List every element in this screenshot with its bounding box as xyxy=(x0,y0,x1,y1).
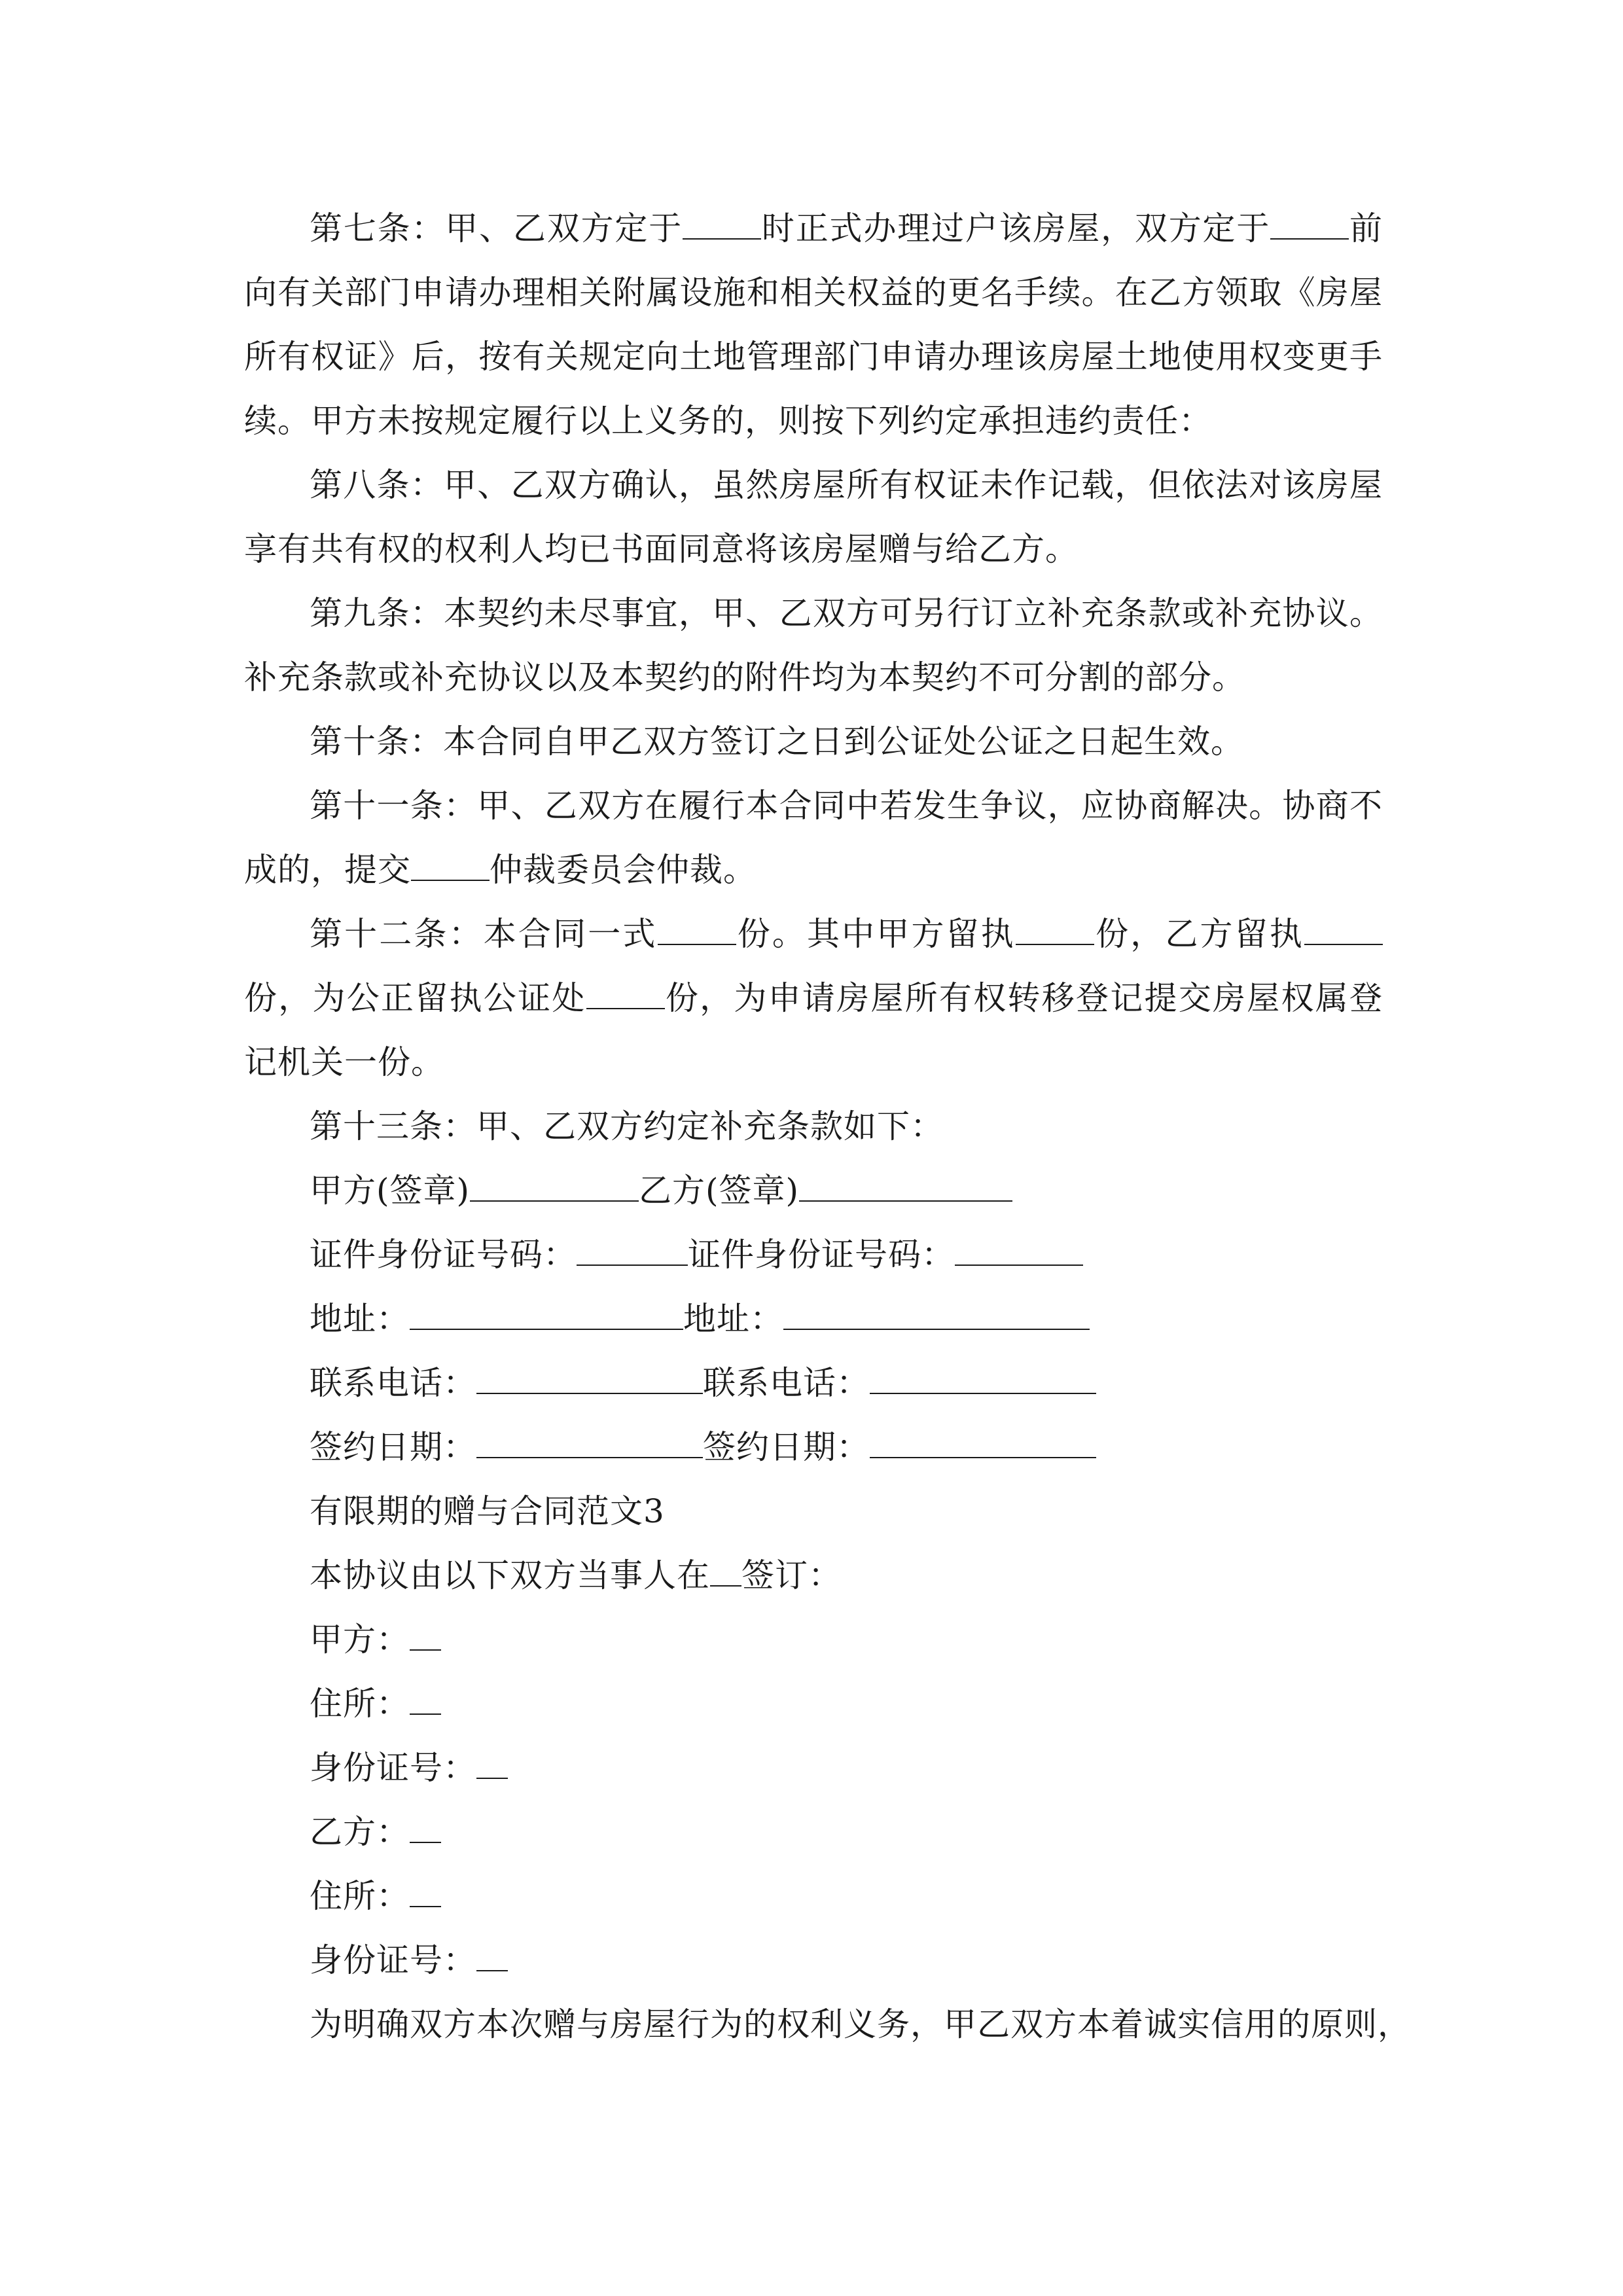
article-10: 第十条：本合同自甲乙双方签订之日到公证处公证之日起生效。 xyxy=(310,723,1244,761)
address-row: 地址： 地址： xyxy=(244,1287,1383,1351)
id-number-a-field[interactable] xyxy=(577,1236,688,1266)
place-field[interactable] xyxy=(710,1556,741,1587)
blank-field[interactable] xyxy=(1016,915,1094,945)
id-number-row: 证件身份证号码： 证件身份证号码： xyxy=(244,1223,1383,1287)
article-13: 第十三条：甲、乙双方约定补充条款如下： xyxy=(310,1107,944,1145)
blank-field[interactable] xyxy=(586,979,665,1009)
blank-field[interactable] xyxy=(683,209,761,240)
address-a-field[interactable] xyxy=(410,1300,683,1330)
id-number-b-field[interactable] xyxy=(955,1236,1083,1266)
blank-field[interactable] xyxy=(411,851,490,881)
blank-field[interactable] xyxy=(658,915,736,945)
article-12: 第十二条：本合同一式 份。其中甲方留执 份，乙方留执份，为公正留执公证处 份，为申请房屋所有权转移登记提交房屋权属登记机关一份。 xyxy=(244,915,1383,1081)
address-b-field[interactable] xyxy=(783,1300,1090,1330)
date-row: 签约日期： 签约日期： xyxy=(244,1415,1383,1479)
party-b-residence-line: 住所： xyxy=(244,1864,1383,1928)
party-a-id-field[interactable] xyxy=(476,1749,508,1779)
blank-field[interactable] xyxy=(1270,209,1349,240)
date-b-field[interactable] xyxy=(870,1428,1096,1458)
section-heading: 有限期的赠与合同范文3 xyxy=(310,1492,665,1530)
party-a-residence-line: 住所： xyxy=(244,1672,1383,1736)
phone-a-field[interactable] xyxy=(476,1364,703,1394)
phone-row: 联系电话： 联系电话： xyxy=(244,1351,1383,1415)
party-a-residence-field[interactable] xyxy=(410,1685,441,1715)
signature-a-field[interactable] xyxy=(470,1172,639,1202)
party-b-line: 乙方： xyxy=(244,1800,1383,1864)
phone-b-field[interactable] xyxy=(870,1364,1096,1394)
intro-line: 本协议由以下双方当事人在 签订： xyxy=(310,1556,842,1594)
party-a-field[interactable] xyxy=(410,1621,441,1651)
party-a-id-line: 身份证号： xyxy=(244,1736,1383,1800)
party-b-residence-field[interactable] xyxy=(410,1877,441,1907)
party-b-field[interactable] xyxy=(410,1813,441,1843)
closing-line: 为明确双方本次赠与房屋行为的权利义务，甲乙双方本着诚实信用的原则， xyxy=(310,2005,1411,2043)
article-9: 第九条：本契约未尽事宜，甲、乙双方可另行订立补充条款或补充协议。补充条款或补充协议以及本契约的附件均为本契约不可分割的部分。 xyxy=(244,594,1383,696)
party-b-id-field[interactable] xyxy=(476,1941,508,1971)
party-b-id-line: 身份证号： xyxy=(244,1928,1383,1992)
party-a-line: 甲方： xyxy=(244,1607,1383,1672)
blank-field[interactable] xyxy=(1304,915,1383,945)
signature-row: 甲方(签章) 乙方(签章) xyxy=(244,1158,1383,1223)
article-8: 第八条：甲、乙双方确认，虽然房屋所有权证未作记载，但依法对该房屋享有共有权的权利人均已书面同意将该房屋赠与给乙方。 xyxy=(244,466,1383,568)
date-a-field[interactable] xyxy=(476,1428,703,1458)
document-body xyxy=(244,196,1411,2056)
signature-b-field[interactable] xyxy=(799,1172,1012,1202)
article-11: 第十一条：甲、乙双方在履行本合同中若发生争议，应协商解决。协商不成的，提交 仲裁委员会仲裁。 xyxy=(244,787,1383,889)
article-7: 第七条：甲、乙双方定于 时正式办理过户该房屋，双方定于 前向有关部门申请办理相关附属设施和相关权益的更名手续。在乙方领取《房屋所有权证》后，按有关规定向土地管理部门申请办理该房屋土地使用权变更手续。甲方未按规定履行以上义务的，则按下列约定承担违约责任： xyxy=(244,209,1383,440)
